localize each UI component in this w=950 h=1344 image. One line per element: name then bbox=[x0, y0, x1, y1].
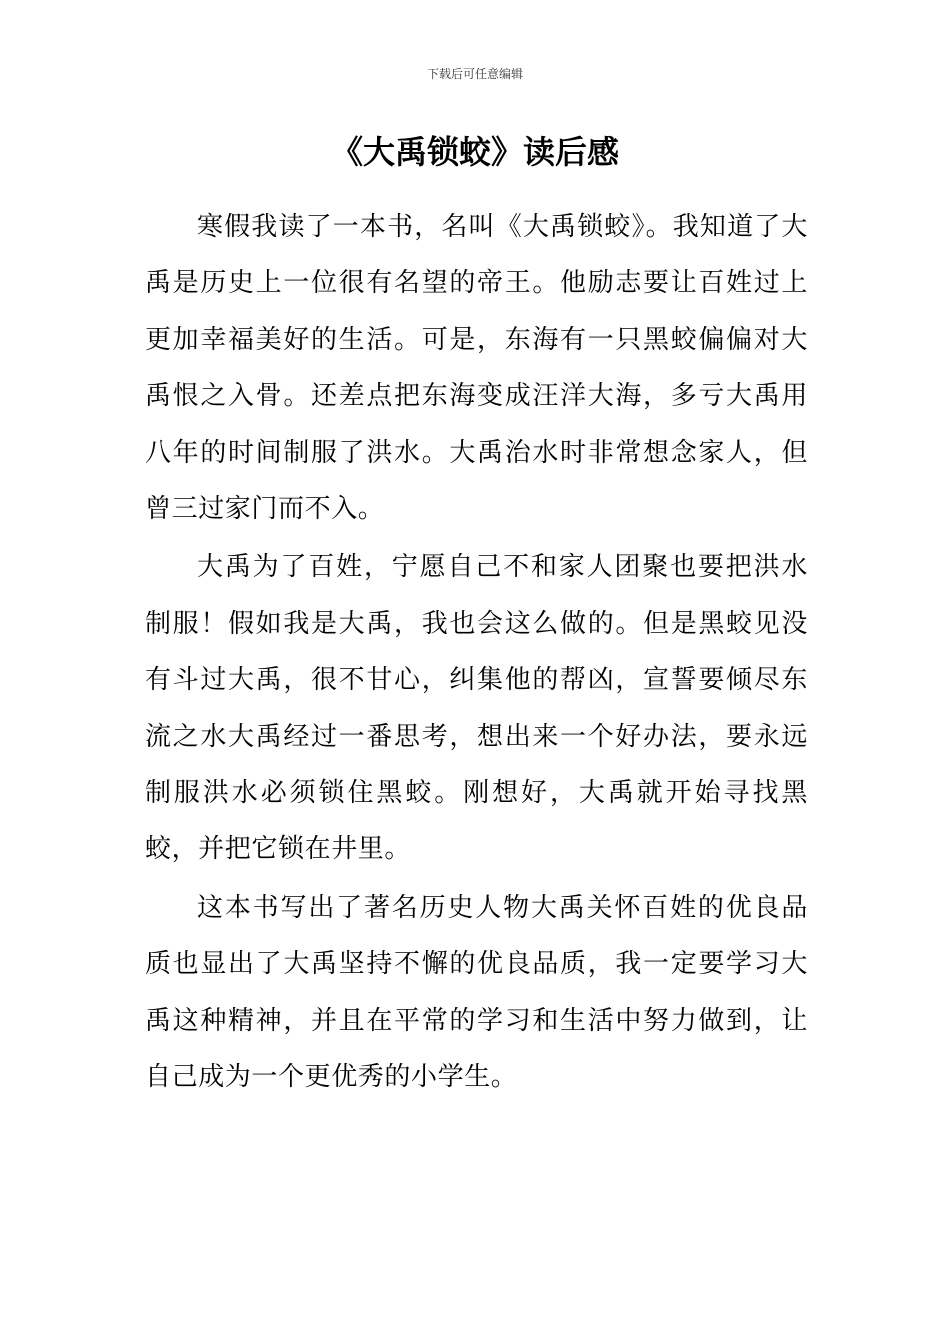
document-body bbox=[145, 199, 808, 1108]
document-title: 《大禹锁蛟》读后感 bbox=[330, 133, 619, 171]
paragraph: 寒假我读了一本书，名叫《大禹锁蛟》。我知道了大禹是历史上一位很有名望的帝王。他励志要让百姓过上更加幸福美好的生活。可是，东海有一只黑蛟偏偏对大禹恨之入骨。还差点把东海变成汪洋大海，多亏大禹用八年的时间制服了洪水。大禹治水时非常想念家人，但曾三过家门而不入。 bbox=[145, 212, 808, 525]
paragraph: 这本书写出了著名历史人物大禹关怀百姓的优良品质也显出了大禹坚持不懈的优良品质，我一定要学习大禹这种精神，并且在平常的学习和生活中努力做到，让自己成为一个更优秀的小学生。 bbox=[145, 892, 808, 1093]
paragraph: 大禹为了百姓，宁愿自己不和家人团聚也要把洪水制服！假如我是大禹，我也会这么做的。但是黑蛟见没有斗过大禹，很不甘心，纠集他的帮凶，宣誓要倾尽东流之水大禹经过一番思考，想出来一个好办法，要永远制服洪水必须锁住黑蛟。刚想好，大禹就开始寻找黑蛟，并把它锁在井里。 bbox=[145, 552, 808, 865]
header-note: 下载后可任意编辑 bbox=[426, 67, 523, 81]
